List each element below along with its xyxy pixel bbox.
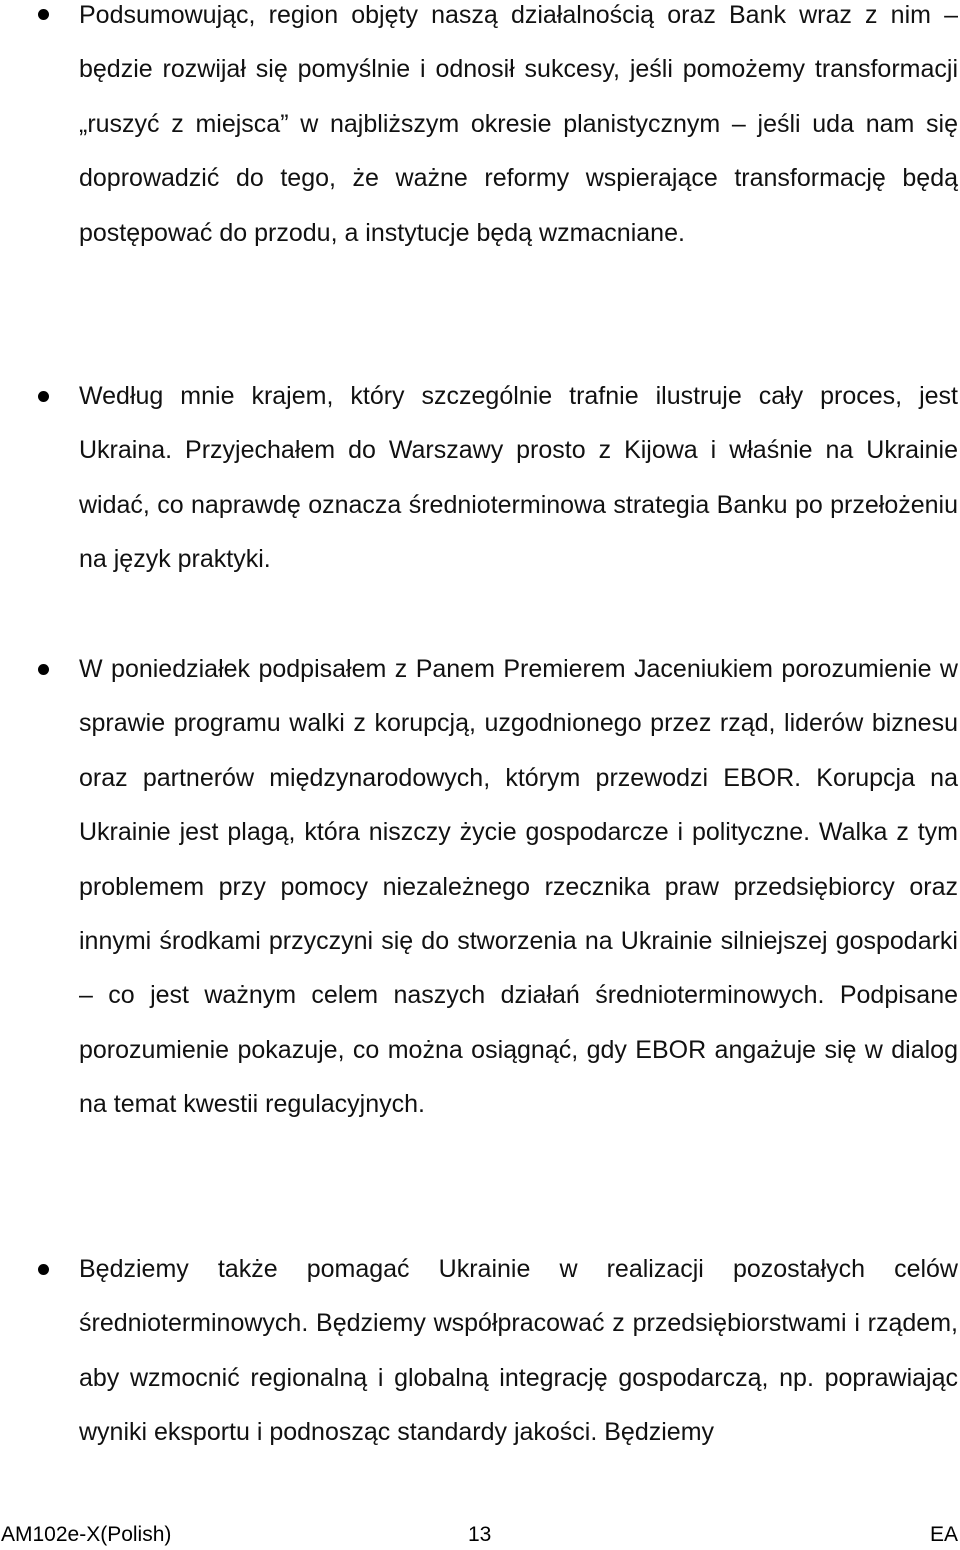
document-code: AM102e-X(Polish) [1,1523,172,1546]
bullet-dot-icon [38,1264,49,1275]
footer-tag: EA [929,1523,958,1546]
paragraph-text: Będziemy także pomagać Ukrainie w realizacji pozostałych celów średnioterminowych. Będziemy współpracować z przedsiębiorstwami i rządem, aby wzmocnić regionalną i globalną integrację gospodarczą, np. poprawiając wyniki eksportu i podnosząc standardy jakości. Będziemy [79,1255,958,1447]
bullet-dot-icon [38,664,49,675]
paragraph-text: Podsumowując, region objęty naszą działalnością oraz Bank wraz z nim – będzie rozwijał się pomyślnie i odnosił sukcesy, jeśli pomożemy transformacji „ruszyć z miejsca” w najbliższym okresie planistycznym – jeśli uda nam się doprowadzić do tego, że ważne reformy wspierające transformację będą postępować do przodu, a instytucje będą wzmacniane. [79,1,958,247]
page-footer [0,1520,960,1550]
paragraph-text: Według mnie krajem, który szczególnie trafnie ilustruje cały proces, jest Ukraina. Przyjechałem do Warszawy prosto z Kijowa i właśnie na Ukrainie widać, co naprawdę oznacza średnioterminowa strategia Banku po przełożeniu na język praktyki. [79,382,958,574]
paragraph-text: W poniedziałek podpisałem z Panem Premierem Jaceniukiem porozumienie w sprawie programu walki z korupcją, uzgodnionego przez rząd, liderów biznesu oraz partnerów międzynarodowych, którym przewodzi EBOR. Korupcja na Ukrainie jest plagą, która niszczy życie gospodarcze i polityczne. Walka z tym problemem przy pomocy niezależnego rzecznika praw przedsiębiorcy oraz innymi środkami przyczyni się do stworzenia na Ukrainie silniejszej gospodarki – co jest ważnym celem naszych działań średnioterminowych. Podpisane porozumienie pokazuje, co można osiągnąć, gdy EBOR angażuje się w dialog na temat kwestii regulacyjnych. [79,655,958,1119]
page-number: 13 [468,1523,492,1546]
bullet-dot-icon [38,391,49,402]
bullet-dot-icon [38,9,49,20]
